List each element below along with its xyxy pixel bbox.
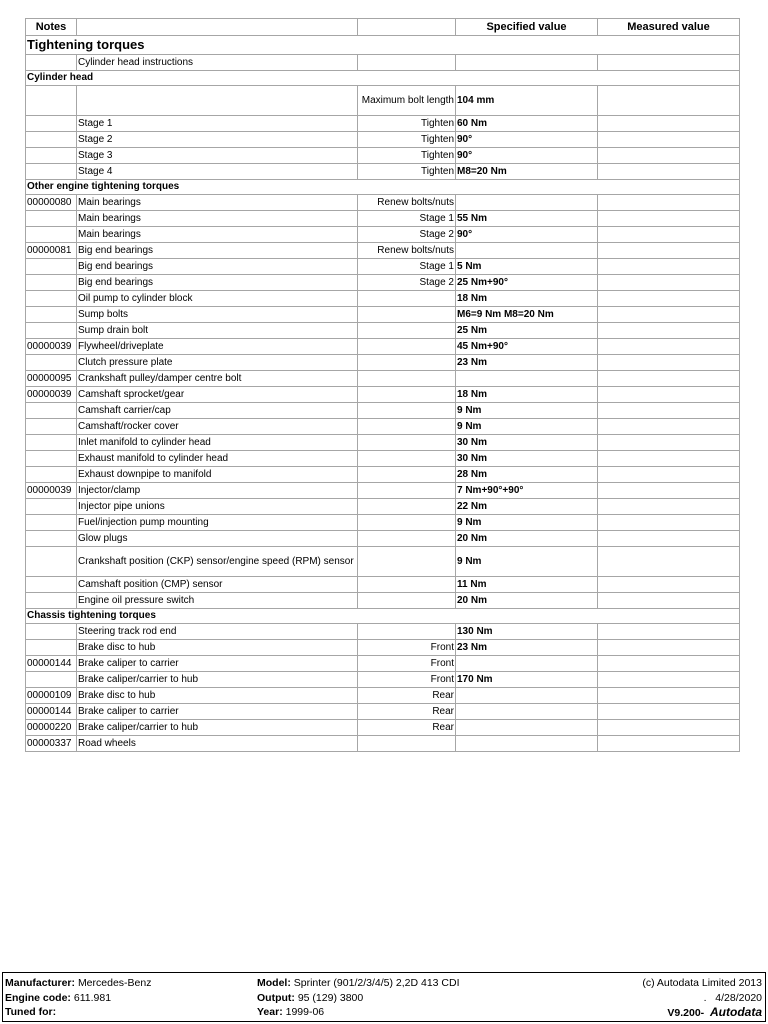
- table-row: [26, 688, 740, 704]
- specified-value: [456, 736, 598, 752]
- specified-value: 25 Nm+90°: [456, 275, 598, 291]
- condition: Front: [358, 656, 456, 672]
- manufacturer: Mercedes-Benz: [77, 977, 152, 989]
- notes-header: Notes: [26, 19, 77, 36]
- torque-table: [25, 18, 740, 752]
- specified-value: 60 Nm: [456, 116, 598, 132]
- condition: [358, 499, 456, 515]
- section-title: Chassis tightening torques: [26, 609, 740, 624]
- note-code: [26, 624, 77, 640]
- condition: [358, 483, 456, 499]
- condition: Stage 1: [358, 259, 456, 275]
- item-name: Big end bearings: [77, 243, 358, 259]
- note-code: 00000144: [26, 704, 77, 720]
- specified-value: 5 Nm: [456, 259, 598, 275]
- measured-value: [598, 164, 740, 180]
- specified-value: 7 Nm+90°+90°: [456, 483, 598, 499]
- specified-value: 9 Nm: [456, 515, 598, 531]
- note-code: [26, 672, 77, 688]
- item-name: Stage 3: [77, 148, 358, 164]
- condition: [358, 435, 456, 451]
- measured-value: [598, 419, 740, 435]
- specified-value: 18 Nm: [456, 291, 598, 307]
- instructions-row: [26, 55, 740, 71]
- table-row: [26, 577, 740, 593]
- note-code: 00000220: [26, 720, 77, 736]
- item-name: Stage 1: [77, 116, 358, 132]
- table-row: [26, 323, 740, 339]
- item-name: Brake caliper/carrier to hub: [77, 672, 358, 688]
- measured-value: [598, 720, 740, 736]
- specified-value: [456, 704, 598, 720]
- condition: [358, 291, 456, 307]
- item-name: Steering track rod end: [77, 624, 358, 640]
- condition: [358, 624, 456, 640]
- condition: [358, 515, 456, 531]
- item-name: Inlet manifold to cylinder head: [77, 435, 358, 451]
- item-name: Injector/clamp: [77, 483, 358, 499]
- table-row: [26, 148, 740, 164]
- measured-value: [598, 593, 740, 609]
- table-row: [26, 227, 740, 243]
- note-code: [26, 451, 77, 467]
- item-name: Oil pump to cylinder block: [77, 291, 358, 307]
- table-row: [26, 275, 740, 291]
- specified-value: 170 Nm: [456, 672, 598, 688]
- condition: [358, 339, 456, 355]
- item-name: Clutch pressure plate: [77, 355, 358, 371]
- title-row: [26, 36, 740, 55]
- measured-value: [598, 656, 740, 672]
- condition: Front: [358, 640, 456, 656]
- measured-value: [598, 624, 740, 640]
- section-title: Other engine tightening torques: [26, 180, 740, 195]
- footer-model: Model: Sprinter (901/2/3/4/5) 2,2D 413 CDI Output: 95 (129) 3800 Year: 1999-06: [257, 977, 460, 1018]
- note-code: [26, 499, 77, 515]
- condition: [358, 371, 456, 387]
- item-name: Injector pipe unions: [77, 499, 358, 515]
- condition: Rear: [358, 720, 456, 736]
- measured-value: [598, 275, 740, 291]
- measured-value: [598, 531, 740, 547]
- note-code: [26, 593, 77, 609]
- specified-value: [456, 371, 598, 387]
- condition: Tighten: [358, 164, 456, 180]
- measured-value: [598, 499, 740, 515]
- note-code: 00000109: [26, 688, 77, 704]
- condition: [358, 451, 456, 467]
- table-row: [26, 387, 740, 403]
- table-row: [26, 624, 740, 640]
- footer-vehicle: Manufacturer: Mercedes-Benz Engine code: 611.981 Tuned for:: [5, 977, 152, 1018]
- note-code: 00000039: [26, 387, 77, 403]
- note-code: [26, 355, 77, 371]
- note-code: [26, 132, 77, 148]
- item-name: Brake caliper/carrier to hub: [77, 720, 358, 736]
- note-code: [26, 435, 77, 451]
- note-code: [26, 403, 77, 419]
- table-row: [26, 435, 740, 451]
- item-name: Glow plugs: [77, 531, 358, 547]
- note-code: [26, 291, 77, 307]
- output: 95 (129) 3800: [297, 991, 364, 1004]
- condition: Stage 2: [358, 227, 456, 243]
- specified-value: 90°: [456, 227, 598, 243]
- section-heading: [26, 71, 740, 86]
- note-code: [26, 577, 77, 593]
- specified-value: 25 Nm: [456, 323, 598, 339]
- table-row: [26, 164, 740, 180]
- specified-value: 20 Nm: [456, 593, 598, 609]
- note-code: [26, 640, 77, 656]
- table-row: [26, 371, 740, 387]
- specified-value: 20 Nm: [456, 531, 598, 547]
- note-code: [26, 164, 77, 180]
- section-heading: [26, 609, 740, 624]
- specified-value: 30 Nm: [456, 451, 598, 467]
- condition: Stage 1: [358, 211, 456, 227]
- specified-value: M8=20 Nm: [456, 164, 598, 180]
- table-row: [26, 640, 740, 656]
- table-row: [26, 704, 740, 720]
- specified-value: 90°: [456, 148, 598, 164]
- specified-value: 11 Nm: [456, 577, 598, 593]
- item-name: Brake caliper to carrier: [77, 704, 358, 720]
- specified-header: Specified value: [456, 19, 598, 36]
- item-name: Road wheels: [77, 736, 358, 752]
- condition: Tighten: [358, 148, 456, 164]
- table-row: [26, 451, 740, 467]
- item-name: Main bearings: [77, 227, 358, 243]
- table-row: [26, 531, 740, 547]
- specified-value: 22 Nm: [456, 499, 598, 515]
- table-row: [26, 720, 740, 736]
- measured-value: [598, 688, 740, 704]
- table-row: [26, 483, 740, 499]
- measured-value: [598, 227, 740, 243]
- specified-value: [456, 195, 598, 211]
- note-code: [26, 467, 77, 483]
- note-code: [26, 227, 77, 243]
- measured-value: [598, 116, 740, 132]
- condition: [358, 307, 456, 323]
- max-bolt-label: Maximum bolt length: [358, 86, 456, 116]
- condition: [358, 736, 456, 752]
- measured-value: [598, 243, 740, 259]
- item-name: Stage 4: [77, 164, 358, 180]
- item-name: Brake disc to hub: [77, 688, 358, 704]
- table-row: [26, 467, 740, 483]
- table-row: [26, 656, 740, 672]
- item-name: Brake disc to hub: [77, 640, 358, 656]
- table-row: [26, 259, 740, 275]
- note-code: [26, 275, 77, 291]
- measured-value: [598, 291, 740, 307]
- autodata-logo: Autodata: [710, 1005, 762, 1019]
- table-row: [26, 403, 740, 419]
- table-row: [26, 419, 740, 435]
- specified-value: 9 Nm: [456, 547, 598, 577]
- table-row: [26, 307, 740, 323]
- table-row: [26, 736, 740, 752]
- measured-value: [598, 132, 740, 148]
- specified-value: 18 Nm: [456, 387, 598, 403]
- max-bolt-row: [26, 86, 740, 116]
- note-code: 00000039: [26, 483, 77, 499]
- condition: [358, 403, 456, 419]
- table-row: [26, 195, 740, 211]
- max-bolt-value: 104 mm: [456, 86, 598, 116]
- item-name: Brake caliper to carrier: [77, 656, 358, 672]
- header-row: [26, 19, 740, 36]
- note-code: 00000144: [26, 656, 77, 672]
- measured-value: [598, 307, 740, 323]
- note-code: [26, 531, 77, 547]
- measured-value: [598, 355, 740, 371]
- item-name: Camshaft/rocker cover: [77, 419, 358, 435]
- item-name: Big end bearings: [77, 275, 358, 291]
- item-name: Stage 2: [77, 132, 358, 148]
- engine-code: 611.981: [73, 991, 112, 1004]
- condition: Rear: [358, 704, 456, 720]
- specified-value: 45 Nm+90°: [456, 339, 598, 355]
- specified-value: M6=9 Nm M8=20 Nm: [456, 307, 598, 323]
- note-code: [26, 515, 77, 531]
- specified-value: 90°: [456, 132, 598, 148]
- specified-value: 28 Nm: [456, 467, 598, 483]
- table-row: [26, 547, 740, 577]
- measured-value: [598, 435, 740, 451]
- measured-value: [598, 467, 740, 483]
- measured-value: [598, 451, 740, 467]
- condition: [358, 531, 456, 547]
- specified-value: 23 Nm: [456, 355, 598, 371]
- measured-value: [598, 547, 740, 577]
- item-name: Fuel/injection pump mounting: [77, 515, 358, 531]
- instructions-text: Cylinder head instructions: [77, 55, 358, 71]
- cylinder-head-heading: Cylinder head: [26, 71, 740, 86]
- table-row: [26, 355, 740, 371]
- table-row: [26, 339, 740, 355]
- measured-value: [598, 704, 740, 720]
- note-code: 00000080: [26, 195, 77, 211]
- condition: Front: [358, 672, 456, 688]
- measured-value: [598, 483, 740, 499]
- measured-value: [598, 672, 740, 688]
- measured-value: [598, 577, 740, 593]
- condition: [358, 323, 456, 339]
- measured-header: Measured value: [598, 19, 740, 36]
- condition: Tighten: [358, 116, 456, 132]
- section-heading: [26, 180, 740, 195]
- measured-value: [598, 371, 740, 387]
- condition: [358, 467, 456, 483]
- item-name: Sump drain bolt: [77, 323, 358, 339]
- item-name: Main bearings: [77, 195, 358, 211]
- item-name: Main bearings: [77, 211, 358, 227]
- measured-value: [598, 195, 740, 211]
- item-name: Crankshaft position (CKP) sensor/engine speed (RPM) sensor: [77, 547, 358, 577]
- note-code: 00000039: [26, 339, 77, 355]
- measured-value: [598, 387, 740, 403]
- condition: Renew bolts/nuts: [358, 195, 456, 211]
- item-name: Exhaust manifold to cylinder head: [77, 451, 358, 467]
- note-code: 00000081: [26, 243, 77, 259]
- condition: [358, 355, 456, 371]
- condition: Stage 2: [358, 275, 456, 291]
- specified-value: [456, 656, 598, 672]
- table-row: [26, 116, 740, 132]
- measured-value: [598, 515, 740, 531]
- note-code: [26, 211, 77, 227]
- table-row: [26, 672, 740, 688]
- note-code: [26, 307, 77, 323]
- measured-value: [598, 403, 740, 419]
- footer-meta: [642, 976, 762, 1021]
- model: Sprinter (901/2/3/4/5) 2,2D 413 CDI: [293, 977, 460, 989]
- note-code: [26, 547, 77, 577]
- condition: [358, 419, 456, 435]
- condition: Tighten: [358, 132, 456, 148]
- specified-value: [456, 688, 598, 704]
- item-name: Engine oil pressure switch: [77, 593, 358, 609]
- table-row: [26, 211, 740, 227]
- footer: [2, 972, 766, 1022]
- table-row: [26, 499, 740, 515]
- measured-value: [598, 211, 740, 227]
- table-row: [26, 132, 740, 148]
- item-name: Exhaust downpipe to manifold: [77, 467, 358, 483]
- measured-value: [598, 148, 740, 164]
- page-title: Tightening torques: [26, 36, 740, 55]
- item-name: Crankshaft pulley/damper centre bolt: [77, 371, 358, 387]
- table-row: [26, 593, 740, 609]
- note-code: [26, 259, 77, 275]
- specified-value: [456, 243, 598, 259]
- item-name: Camshaft sprocket/gear: [77, 387, 358, 403]
- print-date: 4/28/2020: [715, 991, 762, 1004]
- condition: [358, 593, 456, 609]
- item-name: Flywheel/driveplate: [77, 339, 358, 355]
- condition: Renew bolts/nuts: [358, 243, 456, 259]
- table-row: [26, 515, 740, 531]
- specified-value: 9 Nm: [456, 419, 598, 435]
- note-code: [26, 419, 77, 435]
- table-row: [26, 291, 740, 307]
- note-code: 00000095: [26, 371, 77, 387]
- year: 1999-06: [285, 1006, 325, 1018]
- measured-value: [598, 339, 740, 355]
- item-name: Sump bolts: [77, 307, 358, 323]
- item-name: Camshaft position (CMP) sensor: [77, 577, 358, 593]
- specified-value: 55 Nm: [456, 211, 598, 227]
- measured-value: [598, 323, 740, 339]
- table-row: [26, 243, 740, 259]
- measured-value: [598, 259, 740, 275]
- dot: .: [703, 991, 707, 1004]
- specified-value: 9 Nm: [456, 403, 598, 419]
- item-name: Camshaft carrier/cap: [77, 403, 358, 419]
- condition: [358, 577, 456, 593]
- version: V9.200-: [667, 1007, 705, 1019]
- copyright: (c) Autodata Limited 2013: [642, 977, 762, 989]
- note-code: [26, 148, 77, 164]
- specified-value: 130 Nm: [456, 624, 598, 640]
- specified-value: 30 Nm: [456, 435, 598, 451]
- item-name: Big end bearings: [77, 259, 358, 275]
- note-code: 00000337: [26, 736, 77, 752]
- note-code: [26, 323, 77, 339]
- measured-value: [598, 736, 740, 752]
- condition: [358, 547, 456, 577]
- measured-value: [598, 640, 740, 656]
- specified-value: 23 Nm: [456, 640, 598, 656]
- note-code: [26, 116, 77, 132]
- specified-value: [456, 720, 598, 736]
- condition: Rear: [358, 688, 456, 704]
- condition: [358, 387, 456, 403]
